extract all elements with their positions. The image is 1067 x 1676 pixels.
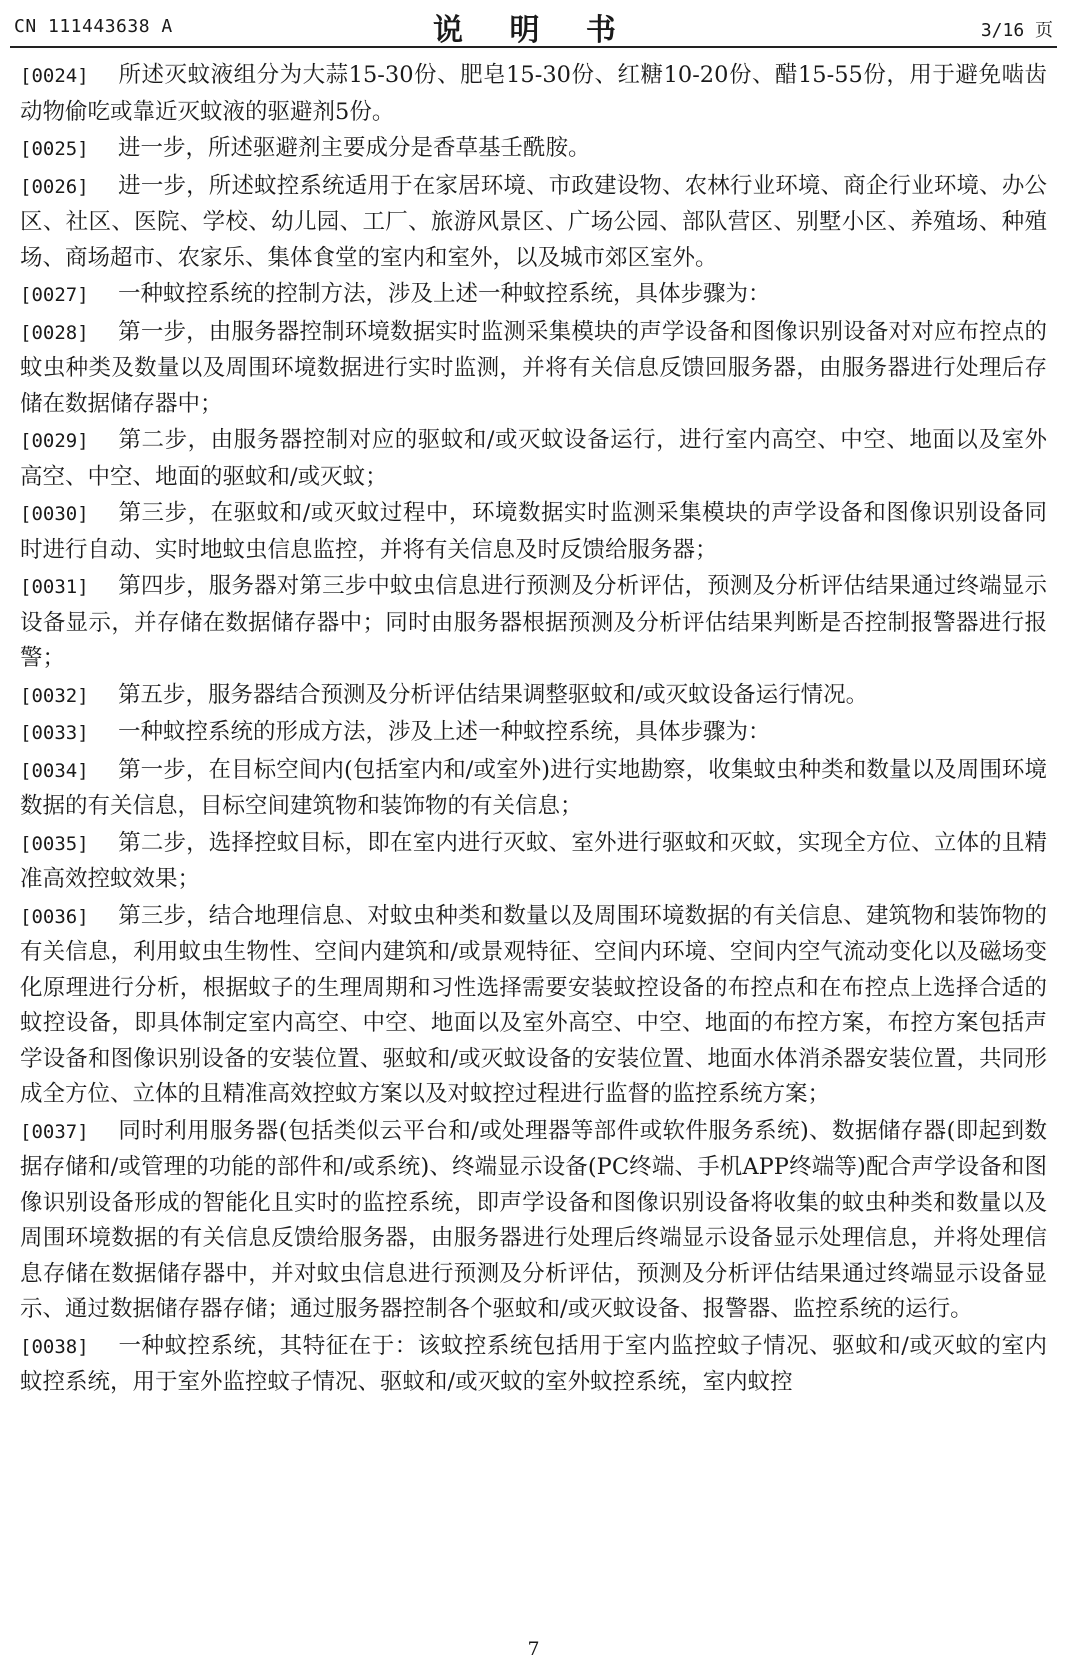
- document-body: [20, 58, 1047, 1402]
- paragraph-text: 进一步，所述蚊控系统适用于在家居环境、市政建设物、农林行业环境、商企行业环境、办公区、社区、医院、学校、幼儿园、工厂、旅游风景区、广场公园、部队营区、别墅小区、养殖场、种殖场、商场超市、农家乐、集体食堂的室内和室外，以及城市郊区室外。: [20, 172, 1047, 271]
- paragraph-number: [0035]: [20, 832, 89, 855]
- paragraph-0034: [20, 753, 1047, 825]
- paragraph-0026: [20, 169, 1047, 277]
- paragraph-number: [0030]: [20, 503, 89, 525]
- paragraph-0031: [20, 569, 1047, 677]
- paragraph-text: 第三步，在驱蚊和/或灭蚊过程中，环境数据实时监测采集模块的声学设备和图像识别设备同时进行自动、实时地蚊虫信息监控，并将有关信息及时反馈给服务器；: [20, 500, 1047, 563]
- paragraph-0028: [20, 315, 1047, 423]
- page-number: 7: [527, 1638, 540, 1660]
- paragraph-text: 进一步，所述驱避剂主要成分是香草基壬酰胺。: [118, 135, 591, 161]
- paragraph-number: [0032]: [20, 684, 89, 707]
- paragraph-0029: [20, 423, 1047, 495]
- paragraph-text: 第三步，结合地理信息、对蚊虫种类和数量以及周围环境数据的有关信息、建筑物和装饰物的有关信息，利用蚊虫生物性、空间内建筑和/或景观特征、空间内环境、空间内空气流动变化以及磁场变化原理进行分析，根据蚊子的生理周期和习性选择需要安装蚊控设备的布控点和在布控点上选择合适的蚊控设备，即具体制定室内高空、中空、地面以及室外高空、中空、地面的布控方案，布控方案包括声学设备和图像识别设备的安装位置、驱蚊和/或灭蚊设备的安装位置、地面水体消杀器安装位置，共同形成全方位、立体的且精准高效控蚊方案以及对蚊控过程进行监督的监控系统方案；: [20, 902, 1047, 1107]
- header-divider: [10, 46, 1057, 48]
- paragraph-text: 一种蚊控系统的控制方法，涉及上述一种蚊控系统，具体步骤为：: [118, 281, 771, 307]
- paragraph-text: 第二步，由服务器控制对应的驱蚊和/或灭蚊设备运行，进行室内高空、中空、地面以及室外高空、中空、地面的驱蚊和/或灭蚊；: [20, 427, 1047, 490]
- page-indicator: 3/16 页: [980, 20, 1053, 41]
- paragraph-text: 第一步，在目标空间内(包括室内和/或室外)进行实地勘察，收集蚊虫种类和数量以及周围环境数据的有关信息，目标空间建筑物和装饰物的有关信息；: [20, 756, 1047, 819]
- patent-number: CN 111443638 A: [14, 16, 173, 37]
- paragraph-text: 第五步，服务器结合预测及分析评估结果调整驱蚊和/或灭蚊设备运行情况。: [118, 681, 869, 708]
- paragraph-0027: [20, 277, 1047, 314]
- document-title: 说 明 书: [433, 13, 634, 48]
- paragraph-0035: [20, 826, 1047, 898]
- paragraph-number: [0026]: [20, 175, 89, 198]
- paragraph-text: 同时利用服务器(包括类似云平台和/或处理器等部件或软件服务系统)、数据储存器(即起到数据存储和/或管理的功能的部件和/或系统)、终端显示设备(PC终端、手机APP终端等)配合声学设备和图像识别设备形成的智能化且实时的监控系统，即声学设备和图像识别设备将收集的蚊虫种类和数量以及周围环境数据的有关信息反馈给服务器，由服务器进行处理后终端显示设备显示处理信息，并将处理信息存储在数据储存器中，并对蚊虫信息进行预测及分析评估，预测及分析评估结果通过终端显示设备显示、通过数据储存器存储；通过服务器控制各个驱蚊和/或灭蚊设备、报警器、监控系统的运行。: [20, 1117, 1047, 1322]
- paragraph-number: [0031]: [20, 576, 89, 598]
- paragraph-text: 第一步，由服务器控制环境数据实时监测采集模块的声学设备和图像识别设备对对应布控点的蚊虫种类及数量以及周围环境数据进行实时监测，并将有关信息反馈回服务器，由服务器进行处理后存储在数据储存器中；: [20, 318, 1047, 417]
- paragraph-0036: [20, 899, 1047, 1113]
- paragraph-0025: [20, 131, 1047, 168]
- paragraph-number: [0027]: [20, 284, 89, 306]
- paragraph-0032: [20, 678, 1047, 715]
- page-header: [0, 0, 1067, 48]
- paragraph-number: [0036]: [20, 905, 89, 928]
- paragraph-number: [0034]: [20, 759, 89, 782]
- paragraph-text: 第二步，选择控蚊目标，即在室内进行灭蚊、室外进行驱蚊和灭蚊，实现全方位、立体的且精准高效控蚊效果；: [20, 829, 1047, 892]
- paragraph-text: 一种蚊控系统，其特征在于：该蚊控系统包括用于室内监控蚊子情况、驱蚊和/或灭蚊的室内蚊控系统，用于室外监控蚊子情况、驱蚊和/或灭蚊的室外蚊控系统，室内蚊控: [20, 1332, 1047, 1395]
- paragraph-0037: [20, 1114, 1047, 1328]
- paragraph-number: [0033]: [20, 722, 89, 744]
- paragraph-number: [0028]: [20, 321, 89, 344]
- paragraph-0024: [20, 58, 1047, 130]
- paragraph-number: [0024]: [20, 65, 89, 87]
- paragraph-number: [0038]: [20, 1335, 89, 1358]
- paragraph-text: 所述灭蚊液组分为大蒜15-30份、肥皂15-30份、红糖10-20份、醋15-55份，用于避免啮齿动物偷吃或靠近灭蚊液的驱避剂5份。: [20, 62, 1047, 125]
- paragraph-0038: [20, 1329, 1047, 1401]
- paragraph-text: 一种蚊控系统的形成方法，涉及上述一种蚊控系统，具体步骤为：: [118, 719, 771, 745]
- paragraph-number: [0037]: [20, 1120, 89, 1143]
- paragraph-0030: [20, 496, 1047, 568]
- paragraph-number: [0029]: [20, 430, 89, 452]
- paragraph-number: [0025]: [20, 138, 89, 160]
- paragraph-0033: [20, 715, 1047, 752]
- paragraph-text: 第四步，服务器对第三步中蚊虫信息进行预测及分析评估，预测及分析评估结果通过终端显示设备显示，并存储在数据储存器中；同时由服务器根据预测及分析评估结果判断是否控制报警器进行报警；: [20, 573, 1047, 671]
